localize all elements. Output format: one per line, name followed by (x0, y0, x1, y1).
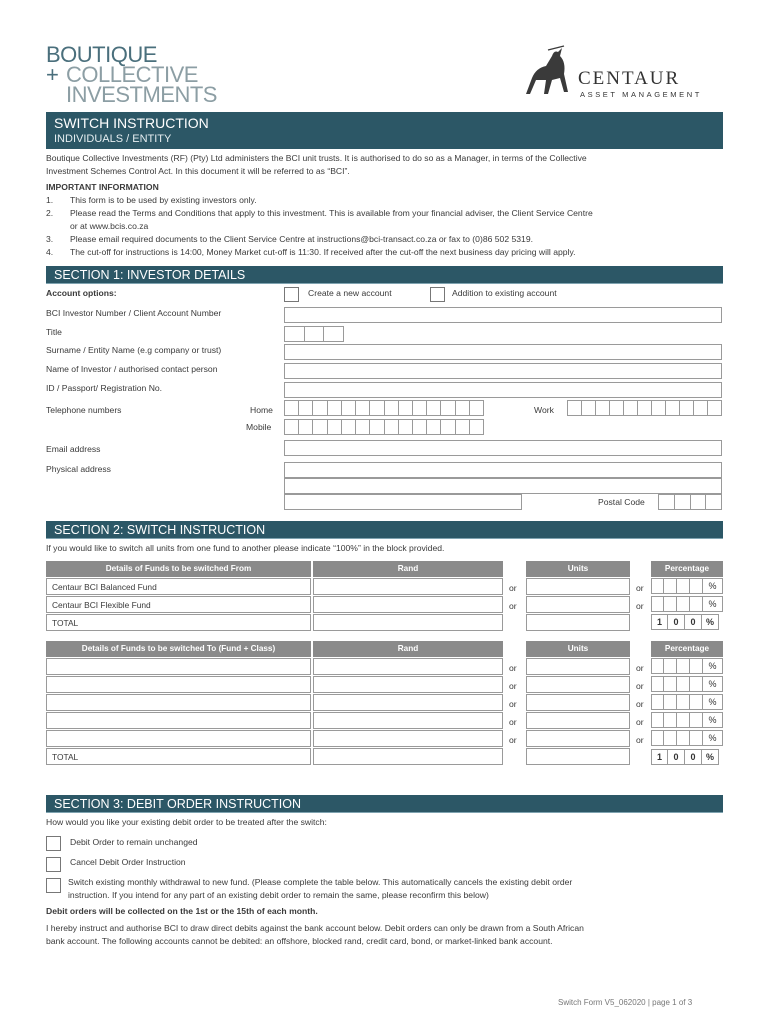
email-label: Email address (46, 444, 101, 454)
partner-name: CENTAUR (578, 68, 681, 89)
to-or-3b: or (636, 699, 644, 709)
from-rand-1[interactable] (313, 578, 503, 595)
digit: 1 (651, 749, 668, 765)
to-or-4a: or (509, 717, 517, 727)
to-rand-2[interactable] (313, 676, 503, 693)
digit: 0 (668, 614, 685, 630)
to-total-rand[interactable] (313, 748, 503, 765)
to-units-1[interactable] (526, 658, 630, 675)
from-header: Details of Funds to be switched From (46, 561, 311, 577)
form-title: SWITCH INSTRUCTION (54, 115, 209, 131)
id-label: ID / Passport/ Registration No. (46, 383, 163, 393)
item-3-text: Please email required documents to the Client Service Centre at instructions@bci-transact.co.za or fax to (0)86 502 5319. (70, 234, 533, 244)
authorisation-p1: I hereby instruct and authorise BCI to draw direct debits against the bank account below. Debit orders can only be drawn from a South African (46, 923, 584, 933)
item-1-num: 1. (46, 195, 54, 205)
debit-switch-label-1: Switch existing monthly withdrawal to new fund. (Please complete the table below. This automatically cancels the existing debit order (68, 877, 573, 887)
bci-number-input[interactable] (284, 307, 722, 323)
section-3-header: SECTION 3: DEBIT ORDER INSTRUCTION (46, 795, 723, 813)
to-total-units[interactable] (526, 748, 630, 765)
from-pct-1[interactable] (651, 578, 723, 594)
form-header (46, 112, 723, 149)
item-2-text: Please read the Terms and Conditions that apply to this investment. This is available from your financial adviser, the Client Service Centre (70, 208, 593, 218)
switch-note: If you would like to switch all units from one fund to another please indicate “100%” in the block provided. (46, 543, 445, 553)
from-total-rand[interactable] (313, 614, 503, 631)
create-new-account-label: Create a new account (308, 288, 392, 298)
work-phone-input[interactable] (567, 400, 722, 416)
logo-line-3: INVESTMENTS (66, 82, 217, 107)
to-or-4b: or (636, 717, 644, 727)
to-rand-4[interactable] (313, 712, 503, 729)
partner-subtitle: ASSET MANAGEMENT (580, 90, 702, 99)
surname-input[interactable] (284, 344, 722, 360)
digit: 0 (668, 749, 685, 765)
to-or-1a: or (509, 663, 517, 673)
debit-unchanged-label: Debit Order to remain unchanged (70, 837, 198, 847)
address-line-3[interactable] (284, 494, 522, 510)
to-or-3a: or (509, 699, 517, 709)
logo-line-1: BOUTIQUE (46, 42, 157, 67)
from-or-2a: or (509, 601, 517, 611)
to-or-5b: or (636, 735, 644, 745)
to-pct-5[interactable] (651, 730, 723, 746)
create-new-account-checkbox[interactable] (284, 287, 299, 302)
from-units-1[interactable] (526, 578, 630, 595)
email-input[interactable] (284, 440, 722, 456)
pct-sign: % (703, 596, 723, 612)
debit-switch-checkbox[interactable] (46, 878, 61, 893)
to-units-3[interactable] (526, 694, 630, 711)
to-rand-1[interactable] (313, 658, 503, 675)
debit-cancel-label: Cancel Debit Order Instruction (70, 857, 186, 867)
logo-plus-icon: + (46, 62, 59, 87)
item-3-num: 3. (46, 234, 54, 244)
item-4-num: 4. (46, 247, 54, 257)
to-rand-5[interactable] (313, 730, 503, 747)
item-2b-text: or at www.bcis.co.za (70, 221, 149, 231)
telephone-label: Telephone numbers (46, 405, 122, 415)
intro-p1: Boutique Collective Investments (RF) (Pty) Ltd administers the BCI unit trusts. It is authorised to do so as a Manager, in terms of the Collective (46, 153, 587, 163)
to-fund-5[interactable] (46, 730, 311, 747)
item-2-num: 2. (46, 208, 54, 218)
to-or-2b: or (636, 681, 644, 691)
from-fund-2-name: Centaur BCI Flexible Fund (52, 600, 151, 610)
to-or-2a: or (509, 681, 517, 691)
postal-code-label: Postal Code (598, 497, 645, 507)
title-input[interactable] (284, 326, 344, 342)
pct-sign: % (703, 730, 723, 746)
from-or-1b: or (636, 583, 644, 593)
to-units-header: Units (526, 641, 630, 657)
pct-sign: % (703, 658, 723, 674)
from-percentage-header: Percentage (651, 561, 723, 577)
from-or-1a: or (509, 583, 517, 593)
pct-sign: % (703, 694, 723, 710)
account-options-label: Account options: (46, 288, 117, 298)
name-input[interactable] (284, 363, 722, 379)
to-rand-3[interactable] (313, 694, 503, 711)
section-2-header: SECTION 2: SWITCH INSTRUCTION (46, 521, 723, 539)
item-4-text: The cut-off for instructions is 14:00, Money Market cut-off is 11:30. If received after the cut-off the next business day pricing will apply. (70, 247, 576, 257)
pct-sign: % (703, 676, 723, 692)
bci-logo (46, 42, 216, 106)
postal-code-input[interactable] (658, 494, 722, 510)
id-input[interactable] (284, 382, 722, 398)
to-fund-4[interactable] (46, 712, 311, 729)
addition-existing-checkbox[interactable] (430, 287, 445, 302)
home-phone-input[interactable] (284, 400, 484, 416)
debit-collection-note: Debit orders will be collected on the 1st or the 15th of each month. (46, 906, 318, 916)
to-units-5[interactable] (526, 730, 630, 747)
physical-address-label: Physical address (46, 464, 111, 474)
centaur-logo (518, 44, 728, 104)
from-fund-2 (46, 596, 311, 613)
to-total-pct (651, 749, 723, 765)
to-pct-2[interactable] (651, 676, 723, 692)
to-fund-2[interactable] (46, 676, 311, 693)
from-total-units[interactable] (526, 614, 630, 631)
digit: 1 (651, 614, 668, 630)
to-pct-1[interactable] (651, 658, 723, 674)
to-or-5a: or (509, 735, 517, 745)
form-subtitle: INDIVIDUALS / ENTITY (54, 133, 172, 145)
from-fund-1 (46, 578, 311, 595)
name-label: Name of Investor / authorised contact person (46, 364, 218, 374)
debit-cancel-checkbox[interactable] (46, 857, 61, 872)
address-line-1[interactable] (284, 462, 722, 478)
from-rand-2[interactable] (313, 596, 503, 613)
digit: 0 (685, 749, 702, 765)
to-fund-1[interactable] (46, 658, 311, 675)
from-or-2b: or (636, 601, 644, 611)
to-percentage-header: Percentage (651, 641, 723, 657)
to-units-4[interactable] (526, 712, 630, 729)
home-label: Home (250, 405, 273, 415)
important-heading: IMPORTANT INFORMATION (46, 182, 159, 192)
from-total-label: TOTAL (52, 618, 79, 628)
address-line-2[interactable] (284, 478, 722, 494)
to-or-1b: or (636, 663, 644, 673)
from-pct-2[interactable] (651, 596, 723, 612)
debit-question: How would you like your existing debit order to be treated after the switch: (46, 817, 327, 827)
footer-text: Switch Form V5_062020 | page 1 of 3 (558, 998, 693, 1007)
addition-existing-label: Addition to existing account (452, 288, 557, 298)
logo-line-2: COLLECTIVE (66, 62, 198, 87)
intro-p2: Investment Schemes Control Act. In this document it will be referred to as “BCI”. (46, 166, 350, 176)
from-rand-header: Rand (313, 561, 503, 577)
title-label: Title (46, 327, 62, 337)
authorisation-p2: bank account. The following accounts cannot be debited: an offshore, blocked rand, credit card, bond, or market-linked bank account. (46, 936, 553, 946)
digit: % (702, 614, 719, 630)
section-1-header: SECTION 1: INVESTOR DETAILS (46, 266, 723, 284)
mobile-phone-input[interactable] (284, 419, 484, 435)
to-fund-3[interactable] (46, 694, 311, 711)
digit: % (702, 749, 719, 765)
from-total-pct (651, 614, 723, 630)
debit-switch-label-2: instruction. If you intend for any part of an existing debit order to remain the same, please reconfirm this below) (68, 890, 489, 900)
centaur-icon (518, 44, 574, 100)
to-rand-header: Rand (313, 641, 503, 657)
from-fund-1-name: Centaur BCI Balanced Fund (52, 582, 157, 592)
pct-sign: % (703, 712, 723, 728)
mobile-label: Mobile (246, 422, 272, 432)
to-total-row (46, 748, 311, 765)
to-header: Details of Funds to be switched To (Fund + Class) (46, 641, 311, 657)
to-units-2[interactable] (526, 676, 630, 693)
to-total-label: TOTAL (52, 752, 79, 762)
from-units-header: Units (526, 561, 630, 577)
to-pct-4[interactable] (651, 712, 723, 728)
work-label: Work (534, 405, 554, 415)
from-units-2[interactable] (526, 596, 630, 613)
digit: 0 (685, 614, 702, 630)
pct-sign: % (703, 578, 723, 594)
item-1-text: This form is to be used by existing investors only. (70, 195, 257, 205)
from-total-row (46, 614, 311, 631)
surname-label: Surname / Entity Name (e.g company or trust) (46, 345, 222, 355)
debit-unchanged-checkbox[interactable] (46, 836, 61, 851)
bci-number-label: BCI Investor Number / Client Account Number (46, 308, 222, 318)
to-pct-3[interactable] (651, 694, 723, 710)
